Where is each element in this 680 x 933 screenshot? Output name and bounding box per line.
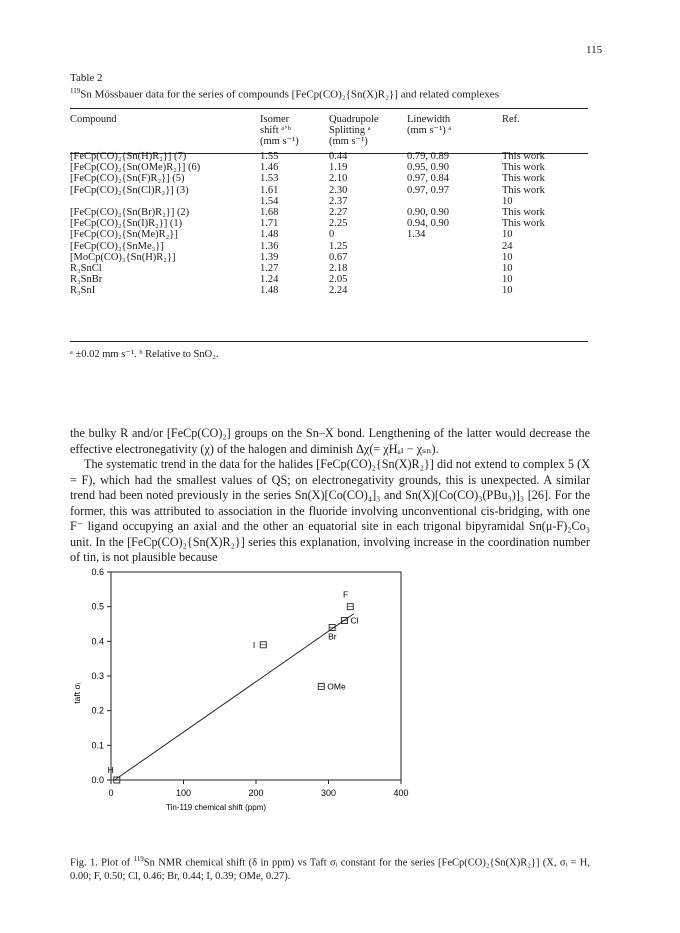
header-ref: Ref. (502, 114, 520, 125)
table-row: R₃SnI 1.48 2.24 10 (70, 285, 513, 297)
table-row: R₃SnCl 1.27 2.18 10 (70, 263, 513, 275)
table-caption-superscript: 119 (70, 87, 81, 95)
x-tick-label: 100 (175, 788, 192, 798)
table-header-row (70, 114, 588, 151)
body-text (70, 426, 590, 566)
x-tick-label: 200 (248, 788, 264, 798)
figure-caption-lead: Fig. 1. Plot of (70, 857, 134, 869)
table-row: [MoCp(CO)₃{Sn(H)R₂}] 1.39 0.67 10 (70, 251, 513, 263)
x-axis-label: Tin-119 chemical shift (ppm) (165, 803, 267, 812)
figure-caption (70, 853, 590, 883)
y-axis-label: taft σᵢ (72, 682, 83, 704)
table-row: [FeCp(CO)₂{Sn(H)R₂}] (7) 1.55 0.44 0.79, 0.89 This work (70, 151, 545, 162)
data-label: H (107, 765, 114, 775)
scatter-chart (66, 566, 416, 816)
table-row: [FeCp(CO)₂{Sn(Br)R₂}] (2) 1.68 2.27 0.90, 0.90 This work (70, 207, 545, 219)
data-label: OMe (327, 681, 346, 692)
x-tick-label: 0 (108, 788, 114, 798)
table-caption-text: Sn Mössbauer data for the series of compounds [FeCp(CO)₂{Sn(X)R₂}] and related complexes (80, 88, 499, 101)
y-tick-label: 0.3 (91, 671, 104, 681)
table-top-rule (70, 108, 588, 109)
y-tick-label: 0.0 (91, 775, 104, 785)
table-row: [FeCp(CO)₂{Sn(Cl)R₂}] (3) 1.61 2.30 0.97, 0.97 This work (70, 184, 545, 196)
page-number: 115 (586, 44, 603, 56)
fit-line (115, 614, 354, 780)
y-tick-label: 0.4 (91, 636, 104, 647)
header-quadrupole-splitting: Quadrupole Splitting ᵃ (mm s⁻¹) (329, 114, 379, 147)
table-bottom-rule (70, 341, 588, 342)
paragraph: the bulky R and/or [FeCp(CO)₂] groups on the Sn–X bond. Lengthening of the latter would decrease the effective electronegativity (χ) of the halogen and diminish Δχ(= χHₐₗ − χₛₙ). (70, 426, 590, 456)
table-row: R₃SnBr 1.24 2.05 10 (70, 274, 513, 286)
table-footnote: ᵃ ±0.02 mm s⁻¹. ᵇ Relative to SnO₂. (70, 349, 219, 360)
table-row: [FeCp(CO)₂{SnMe₃}] 1.36 1.25 24 (70, 240, 513, 252)
figure-1 (66, 566, 416, 821)
data-label: I (252, 639, 256, 650)
table-row: [FeCp(CO)₂{Sn(Me)R₂}] 1.48 0 1.34 10 (70, 229, 513, 241)
figure-caption-superscript: 119 (133, 855, 144, 863)
mossbauer-table (70, 114, 588, 297)
header-linewidth: Linewidth (mm s⁻¹) ᵃ (407, 114, 452, 136)
paragraph: The systematic trend in the data for the halides [FeCp(CO)₂{Sn(X)R₂}] did not extend to complex 5 (X = F), which had the smallest values of QS; on electronegativity grounds, this is unexpected. A similar trend had been noted previously in the series Sn(X)[Co(CO)₄]₃ and Sn(X)[Co(CO)₃(PBu₃)]₃ [26]. For the former, this was attributed to association in the fluoride involving unconventional cis-bridging, with one F⁻ ligand occupying an axial and the other an equatorial site in each trigonal bipyramidal Sn(μ-F)₂Co₃ unit. In the [FeCp(CO)₂{Sn(X)R₂}] series this explanation, involving increase in the coordination number of tin, is not plausible because (70, 457, 590, 564)
figure-caption-text: Sn NMR chemical shift (δ in ppm) vs Taft σᵢ constant for the series [FeCp(CO)₂{Sn(X)R₂}] (X, σᵢ = H, 0.00; F, 0.50; Cl, 0.46; Br, 0.44; I, 0.39; OMe, 0.27). (70, 857, 590, 882)
plot-frame (111, 572, 401, 780)
data-label: Cl (350, 615, 359, 626)
data-label: F (343, 589, 349, 600)
y-tick-label: 0.1 (91, 740, 104, 751)
y-tick-label: 0.2 (91, 705, 104, 716)
x-tick-label: 400 (393, 788, 409, 798)
x-tick-label: 300 (320, 788, 337, 798)
table-caption (70, 87, 499, 101)
table-row: 1.54 2.37 10 (260, 195, 513, 207)
y-tick-label: 0.5 (91, 601, 104, 612)
table-row: [FeCp(CO)₂{Sn(F)R₂}] (5) 1.53 2.10 0.97, 0.84 This work (70, 173, 545, 185)
header-compound: Compound (70, 114, 117, 125)
table-row: [FeCp(CO)₂{Sn(I)R₂}] (1) 1.71 2.25 0.94, 0.90 This work (70, 218, 545, 230)
data-label: Br (328, 631, 337, 642)
y-tick-label: 0.6 (91, 567, 104, 577)
header-isomer-shift: Isomer shift ᵃʼᵇ (mm s⁻¹) (260, 114, 299, 147)
table-label: Table 2 (70, 72, 103, 84)
table-row: [FeCp(CO)₂{Sn(OMe)R₂}] (6) 1.46 1.19 0.95, 0.90 This work (70, 162, 545, 174)
